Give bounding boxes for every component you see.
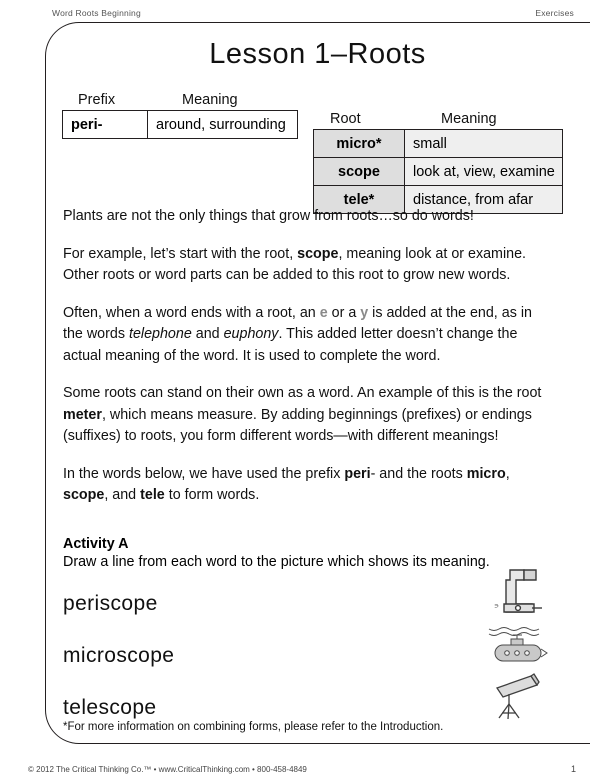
word-periscope[interactable]: periscope bbox=[63, 592, 158, 615]
root-term-text: scope bbox=[338, 163, 380, 180]
paragraph-2-bold-root: scope bbox=[297, 245, 339, 262]
paragraph-3-part-d: and bbox=[191, 326, 224, 342]
paragraph-3-part-c: is added at the end, as in the words bbox=[63, 304, 532, 342]
table-row bbox=[314, 130, 563, 158]
paragraph-2-part-a: For example, let’s start with the root, bbox=[63, 245, 298, 262]
paragraph-3-example-2: euphony bbox=[223, 326, 279, 342]
paragraph-4 bbox=[63, 383, 550, 448]
root-meaning-micro: small bbox=[405, 130, 563, 158]
paragraph-5-bold-prefix: peri bbox=[344, 465, 371, 482]
paragraph-3-letter-y: y bbox=[360, 304, 369, 321]
paragraph-5-micro-text: micro bbox=[466, 465, 506, 482]
page-title: Lesson 1–Roots bbox=[209, 38, 426, 70]
paragraph-5-bold-tele: tele bbox=[140, 487, 165, 503]
root-term-text: tele bbox=[343, 191, 369, 208]
paragraph-5 bbox=[63, 464, 550, 507]
prefix-meaning: around, surrounding bbox=[148, 111, 298, 139]
prefix-term: peri- bbox=[63, 111, 148, 139]
page-number: 1 bbox=[570, 764, 576, 774]
activity-title: Activity A bbox=[63, 536, 129, 552]
word-microscope[interactable]: microscope bbox=[63, 644, 175, 667]
paragraph-3-part-a: Often, when a word ends with a root, an bbox=[63, 304, 320, 321]
paragraph-3-example-1: telephone bbox=[128, 326, 192, 342]
root-term-scope bbox=[314, 158, 405, 186]
paragraph-5-part-g: , and bbox=[104, 487, 141, 503]
running-head-left: Word Roots Beginning bbox=[52, 8, 141, 18]
root-table bbox=[313, 129, 563, 214]
paragraph-5-bold-scope: scope bbox=[63, 487, 105, 503]
paragraph-4-part-a: Some roots can stand on their own as a word. An example of this is the root bbox=[63, 385, 542, 401]
submarine-illustration[interactable] bbox=[487, 625, 549, 674]
paragraph-3 bbox=[63, 303, 550, 368]
activity-instruction: Draw a line from each word to the picture which shows its meaning. bbox=[63, 554, 490, 570]
paragraph-5-bold-micro bbox=[467, 466, 506, 482]
root-meaning-column-header: Meaning bbox=[441, 111, 497, 127]
root-column-header: Root bbox=[330, 111, 361, 127]
footnote-text: *For more information on combining forms, please refer to the Introduction. bbox=[63, 721, 444, 733]
paragraph-1-text: Plants are not the only things that grow from roots…so do words! bbox=[63, 208, 474, 224]
root-term-micro bbox=[314, 130, 405, 158]
prefix-column-header: Prefix bbox=[78, 92, 116, 108]
paragraph-5-part-c: - and the roots bbox=[370, 465, 467, 482]
paragraph-5-part-e: , bbox=[505, 465, 510, 482]
paragraph-2-part-c: , meaning look at or examine. Other roots or word parts can be added to this root to grow new words. bbox=[63, 245, 527, 283]
paragraph-5-part-a: In the words below, we have used the prefix bbox=[63, 465, 345, 482]
copyright-notice: © 2012 The Critical Thinking Co.™ • www.CriticalThinking.com • 800-458-4849 bbox=[28, 765, 307, 774]
paragraph-3-letter-e: e bbox=[319, 304, 328, 321]
footnote-marker: * bbox=[375, 135, 382, 152]
root-term-text: micro bbox=[336, 135, 376, 152]
svg-text:∍: ∍ bbox=[494, 603, 500, 610]
root-meaning-scope: look at, view, examine bbox=[405, 158, 563, 186]
running-head-right: Exercises bbox=[535, 8, 574, 18]
paragraph-1 bbox=[63, 206, 550, 228]
prefix-meaning-column-header: Meaning bbox=[182, 92, 238, 108]
paragraph-4-part-c: , which means measure. By adding beginnings (prefixes) or endings (suffixes) to roots, you form different words—with different meanings! bbox=[63, 406, 532, 444]
prefix-table bbox=[62, 110, 298, 139]
paragraph-3-part-b: or a bbox=[327, 304, 361, 321]
paragraph-3-part-e: . This added letter doesn’t change the actual meaning of the word. It is used to complete the word. bbox=[63, 326, 518, 364]
periscope-illustration[interactable] bbox=[492, 564, 548, 623]
footnote-marker: * bbox=[368, 191, 375, 208]
word-telescope[interactable]: telescope bbox=[63, 696, 157, 719]
paragraph-4-bold-root: meter bbox=[63, 406, 102, 423]
root-meaning-tele: distance, from afar bbox=[405, 186, 563, 214]
lesson-body bbox=[63, 206, 550, 523]
paragraph-5-part-i: to form words. bbox=[164, 487, 260, 503]
table-row bbox=[314, 158, 563, 186]
paragraph-2 bbox=[63, 244, 550, 287]
table-row bbox=[63, 111, 298, 139]
telescope-illustration[interactable] bbox=[487, 672, 549, 729]
